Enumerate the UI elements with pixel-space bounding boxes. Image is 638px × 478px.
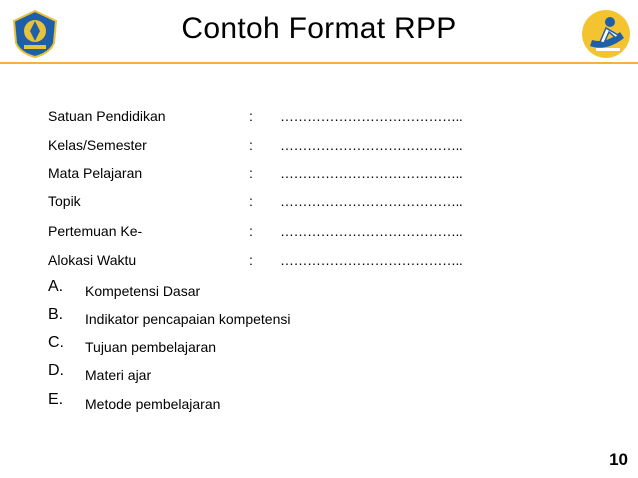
field-colon: :: [249, 108, 253, 124]
list-letter: E.: [48, 391, 64, 408]
field-label: Satuan Pendidikan: [48, 108, 166, 124]
field-colon: :: [249, 223, 253, 239]
field-colon: :: [249, 137, 253, 153]
field-value: …………………………………..: [280, 137, 463, 153]
list-text: Metode pembelajaran: [85, 396, 221, 412]
list-text: Materi ajar: [85, 367, 152, 383]
field-label: Alokasi Waktu: [48, 252, 137, 268]
field-label: Kelas/Semester: [48, 137, 147, 153]
field-colon: :: [249, 165, 253, 181]
field-label: Pertemuan Ke-: [48, 223, 143, 239]
field-value: …………………………………..: [280, 108, 463, 124]
field-value: …………………………………..: [280, 193, 463, 209]
header-divider: [0, 62, 638, 64]
field-colon: :: [249, 252, 253, 268]
field-value: …………………………………..: [280, 223, 463, 239]
list-letter: B.: [48, 306, 64, 323]
field-value: …………………………………..: [280, 252, 463, 268]
list-letter: C.: [48, 334, 64, 351]
slide-title: Contoh Format RPP: [181, 12, 457, 45]
list-text: Indikator pencapaian kompetensi: [85, 311, 291, 327]
field-colon: :: [249, 193, 253, 209]
list-text: Tujuan pembelajaran: [85, 339, 217, 355]
list-letter: A.: [48, 278, 64, 295]
pendidikan-logo-icon: [580, 8, 632, 60]
field-label: Topik: [48, 193, 81, 209]
field-value: …………………………………..: [280, 165, 463, 181]
field-label: Mata Pelajaran: [48, 165, 143, 181]
page-number: 10: [609, 450, 628, 469]
list-letter: D.: [48, 362, 64, 379]
list-text: Kompetensi Dasar: [85, 283, 201, 299]
